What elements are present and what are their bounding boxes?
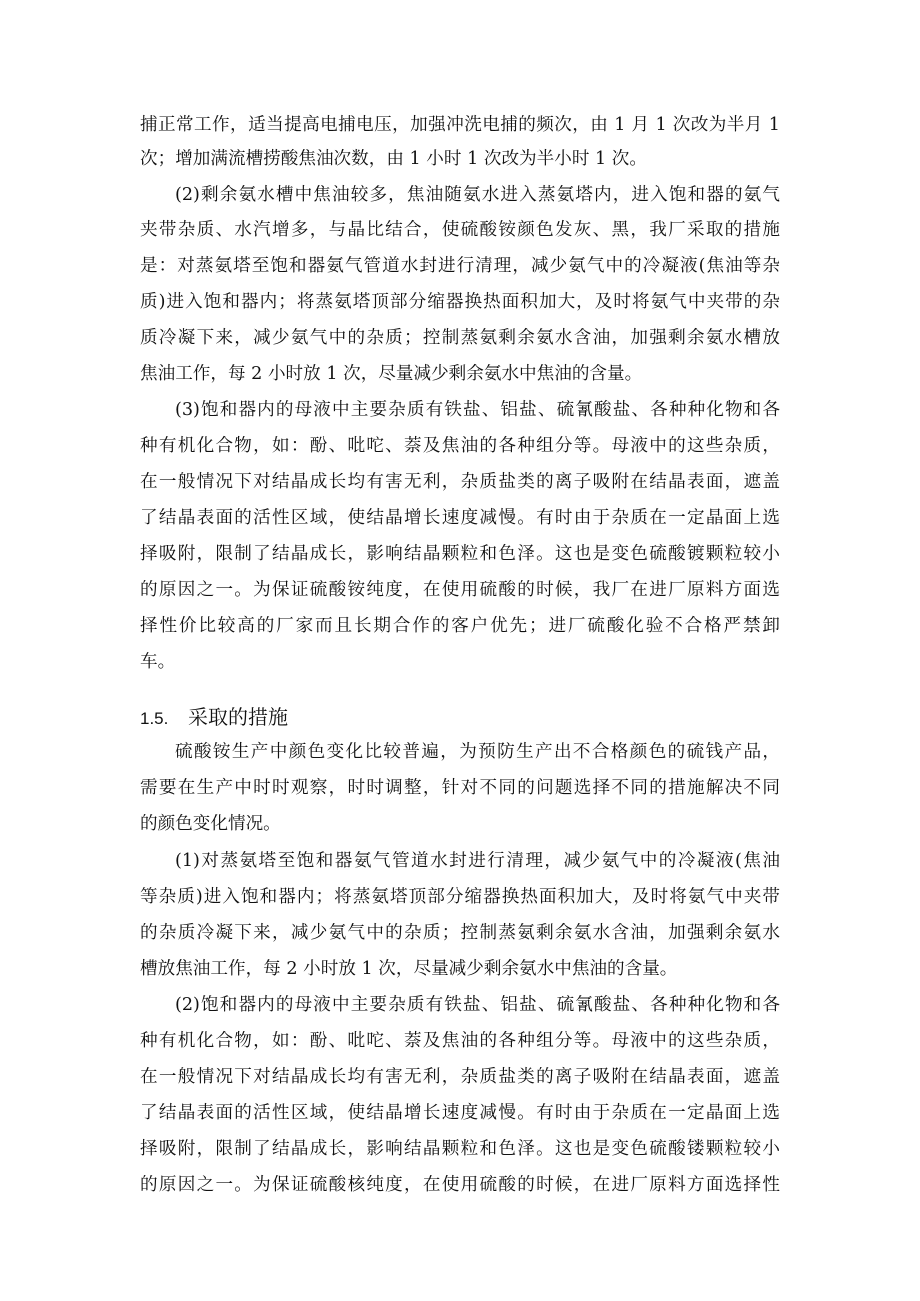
paragraph-line: 夹带杂质、水汽增多，与晶比结合，使硫酸铵颜色发灰、黑，我厂采取的措施 (140, 220, 780, 240)
paragraph-line: 次；增加满流槽捞酸焦油次数，由 1 小时 1 次改为半小时 1 次。 (140, 149, 647, 169)
paragraph-line: 在一般情况下对结晶成长均有害无利，杂质盐类的离子吸附在结晶表面，遮盖 (140, 1067, 780, 1087)
paragraph-line: (2)饱和器内的母液中主要杂质有铁盐、铝盐、硫氰酸盐、各种种化物和各 (175, 995, 780, 1015)
paragraph-line: 硫酸铵生产中颜色变化比较普遍，为预防生产出不合格颜色的硫钱产品， (175, 742, 780, 762)
paragraph-line: 种有机化合物，如：酚、吡咜、萘及焦油的各种组分等。母液中的这些杂质， (140, 436, 780, 456)
paragraph-line: 是：对蒸氨塔至饱和器氨气管道水封进行清理，减少氨气中的冷凝液(焦油等杂 (140, 256, 780, 276)
paragraph-line: 了结晶表面的活性区域，使结晶增长速度减慢。有时由于杂质在一定晶面上选 (140, 1103, 780, 1123)
paragraph-line: 的原因之一。为保证硫酸核纯度，在使用硫酸的时候，在进厂原料方面选择性 (140, 1175, 780, 1195)
paragraph-line: 择性价比较高的厂家而且长期合作的客户优先；进厂硫酸化验不合格严禁卸 (140, 616, 780, 636)
paragraph-line: 的原因之一。为保证硫酸铵纯度，在使用硫酸的时候，我厂在进厂原料方面选 (140, 580, 780, 600)
paragraph-line: 种有机化合物，如：酚、吡咜、萘及焦油的各种组分等。母液中的这些杂质， (140, 1031, 780, 1051)
paragraph-line: (1)对蒸氨塔至饱和器氨气管道水封进行清理，减少氨气中的冷凝液(焦油 (175, 851, 780, 871)
paragraph-line: 择吸附，限制了结晶成长，影响结晶颗粒和色泽。这也是变色硫酸镂颗粒较小 (140, 1139, 780, 1159)
paragraph-line: (3)饱和器内的母液中主要杂质有铁盐、铝盐、硫氰酸盐、各种种化物和各 (175, 400, 780, 420)
paragraph-line: 等杂质)进入饱和器内；将蒸氨塔顶部分缩器换热面积加大，及时将氨气中夹带 (140, 887, 780, 907)
section-number: 1.5. (140, 709, 169, 728)
paragraph-line: 车。 (140, 652, 176, 672)
paragraph-line: (2)剩余氨水槽中焦油较多，焦油随氨水进入蒸氨塔内，进入饱和器的氨气 (175, 185, 780, 205)
paragraph-line: 槽放焦油工作，每 2 小时放 1 次，尽量减少剩余氨水中焦油的含量。 (140, 959, 678, 979)
paragraph-line: 的杂质冷凝下来，减少氨气中的杂质；控制蒸氨剩余氨水含油，加强剩余氨水 (140, 923, 780, 943)
paragraph-line: 质)进入饱和器内；将蒸氨塔顶部分缩器换热面积加大，及时将氨气中夹带的杂 (140, 292, 780, 312)
paragraph-line: 的颜色变化情况。 (140, 814, 281, 834)
paragraph-line: 捕正常工作，适当提高电捕电压，加强冲洗电捕的频次，由 1 月 1 次改为半月 1 (140, 115, 780, 135)
paragraph-line: 在一般情况下对结晶成长均有害无利，杂质盐类的离子吸附在结晶表面，遮盖 (140, 472, 780, 492)
paragraph-line: 质冷凝下来，减少氨气中的杂质；控制蒸氨剩余氨水含油，加强剩余氨水槽放 (140, 328, 780, 348)
paragraph-line: 择吸附，限制了结晶成长，影响结晶颗粒和色泽。这也是变色硫酸镀颗粒较小 (140, 544, 780, 564)
paragraph-line: 焦油工作，每 2 小时放 1 次，尽量减少剩余氨水中焦油的含量。 (140, 364, 643, 384)
paragraph-line: 了结晶表面的活性区域，使结晶增长速度减慢。有时由于杂质在一定晶面上选 (140, 508, 780, 528)
section-heading (140, 697, 288, 737)
paragraph-line: 需要在生产中时时观察，时时调整，针对不同的问题选择不同的措施解决不同 (140, 778, 780, 798)
section-title: 采取的措施 (188, 705, 288, 729)
